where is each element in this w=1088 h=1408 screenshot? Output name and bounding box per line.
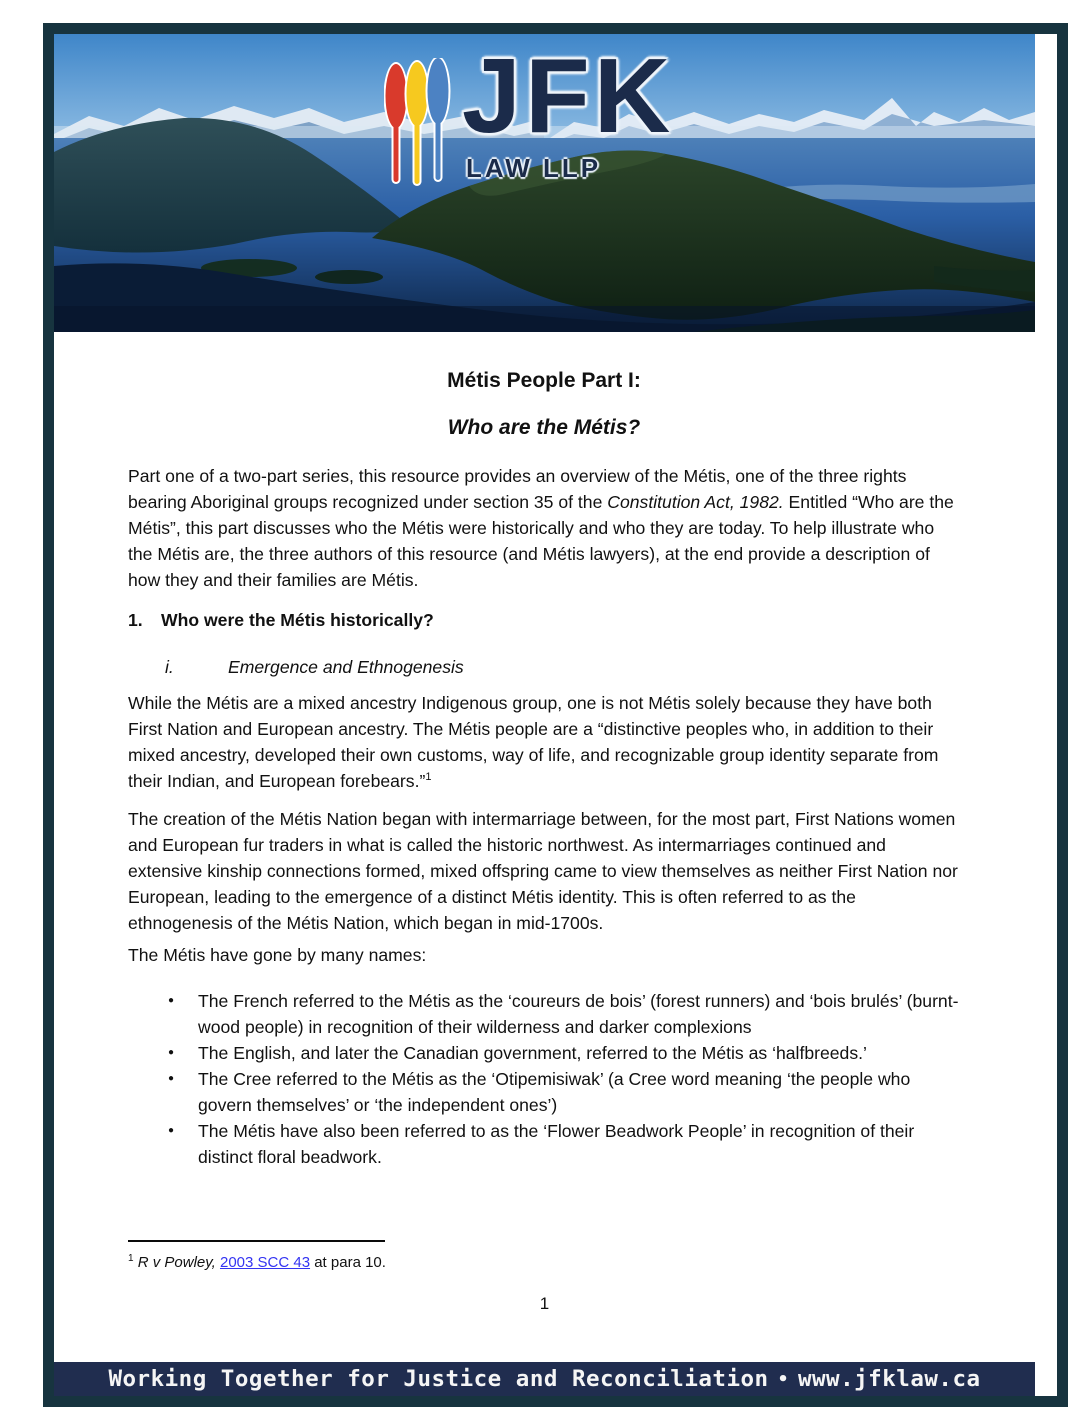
logo-text — [462, 37, 675, 184]
subsection-heading — [128, 654, 960, 680]
footnote-rest: at para 10. — [314, 1254, 386, 1271]
list-item-text: The Cree referred to the Métis as the ‘Otipemisiwak’ (a Cree word meaning ‘the people who govern themselves’ or ‘the independent ones’) — [198, 1069, 911, 1115]
intro-text-2: Entitled “Who are the Métis”, this part discusses who the Métis were historically and who they are today. To help illustrate who the Métis are, the three authors of this resource (and Métis lawyers), at the end provide a description of how they and their families are Métis. — [128, 492, 954, 590]
list-item-text: The English, and later the Canadian government, referred to the Métis as ‘halfbreeds.’ — [198, 1043, 867, 1063]
bullet-icon: ● — [168, 1047, 175, 1058]
bullet-icon: ● — [168, 995, 175, 1006]
doc-subtitle: Who are the Métis? — [447, 416, 641, 439]
intro-paragraph — [128, 463, 960, 593]
subsection-number: i. — [165, 657, 174, 677]
footer-tagline: Working Together for Justice and Reconciliation — [108, 1366, 769, 1392]
list-item — [165, 1040, 960, 1066]
list-item — [165, 1118, 960, 1170]
footer-url: www.jfklaw.ca — [797, 1366, 981, 1392]
footer-separator-dot: • — [777, 1368, 789, 1390]
logo-wordmark: JFK — [462, 37, 675, 155]
footnote-marker: 1 — [128, 1253, 134, 1264]
page-frame — [43, 23, 1068, 1407]
section-number: 1. — [128, 610, 143, 630]
jfk-law-logo — [384, 37, 675, 188]
names-list — [128, 988, 960, 1170]
doc-title: Métis People Part I: — [447, 369, 641, 392]
logo-subtitle: LAW LLP — [466, 153, 602, 184]
bullet-icon: ● — [168, 1125, 175, 1136]
bullet-icon: ● — [168, 1073, 175, 1084]
intro-text-1: Part one of a two-part series, this resource provides an overview of the Métis, one of the three rights bearing Aboriginal groups recognized under section 35 of the — [128, 466, 907, 512]
footnote — [128, 1252, 386, 1274]
names-intro: The Métis have gone by many names: — [128, 945, 427, 965]
list-item — [165, 988, 960, 1040]
footer-banner — [54, 1362, 1035, 1396]
jfk-paddles-logo-icon — [384, 58, 452, 188]
list-item-text: The French referred to the Métis as the ‘coureurs de bois’ (forest runners) and ‘bois brulés’ (burnt-wood people) in recognition of their wilderness and darker complexions — [198, 991, 959, 1037]
footnote-citation-link[interactable]: 2003 SCC 43 — [219, 1254, 311, 1271]
list-item — [165, 1066, 960, 1118]
list-item-text: The Métis have also been referred to as the ‘Flower Beadwork People’ in recognition of their distinct floral beadwork. — [198, 1121, 915, 1167]
ethnogenesis-text: While the Métis are a mixed ancestry Indigenous group, one is not Métis solely because they have both First Nation and European ancestry. The Métis people are a “distinctive peoples who, in addition to their mixed ancestry, developed their own customs, way of life, and recognizable group identity separate from their Indian, and European forebears.” — [128, 693, 939, 791]
footnote-case-name: R v Powley, — [137, 1254, 216, 1271]
creation-paragraph: The creation of the Métis Nation began with intermarriage between, for the most part, First Nations women and European fur traders in what is called the historic northwest. As intermarriages continued and extensive kinship connections formed, mixed offspring came to view themselves as neither First Nation nor European, leading to the emergence of a distinct Métis identity. This is often referred to as the ethnogenesis of the Métis Nation, which began in mid-1700s. — [128, 809, 958, 933]
footnote-separator — [128, 1240, 385, 1242]
intro-statute-italic: Constitution Act, 1982. — [607, 492, 784, 512]
ethnogenesis-paragraph — [128, 690, 960, 794]
section-heading — [128, 607, 960, 633]
page-number: 1 — [539, 1294, 550, 1313]
document-body — [54, 332, 1035, 1340]
section-heading-text: Who were the Métis historically? — [161, 610, 434, 630]
footnote-reference: 1 — [425, 771, 432, 784]
header-photo — [54, 34, 1035, 332]
subsection-heading-text: Emergence and Ethnogenesis — [228, 657, 464, 677]
